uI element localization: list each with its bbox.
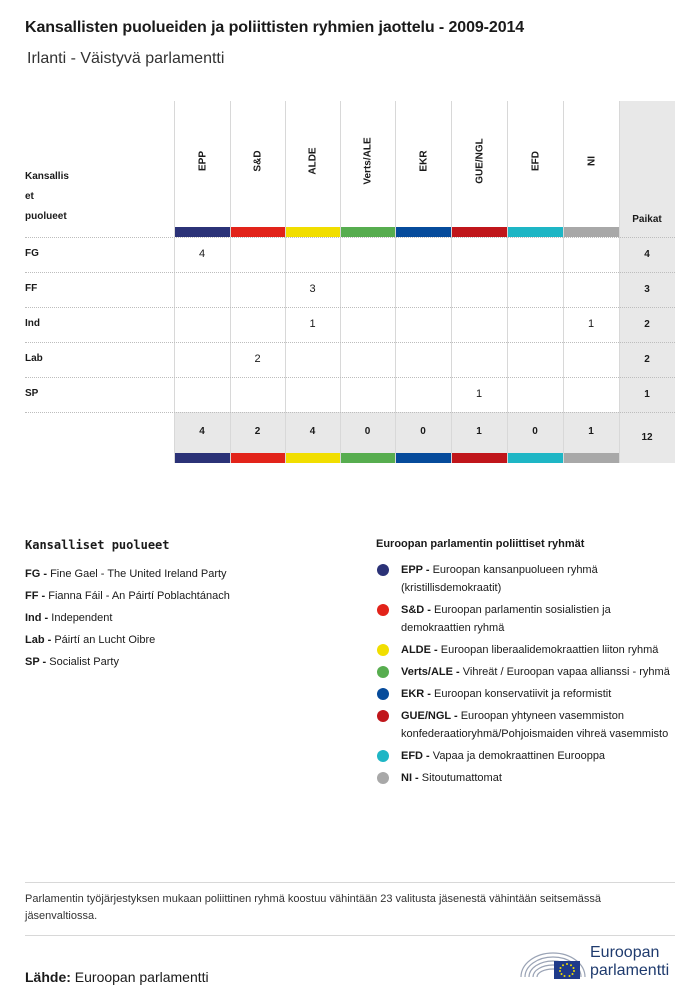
group-color-dot-icon (377, 564, 389, 576)
group-column-header: EKR (418, 150, 429, 172)
group-color-dot-icon (377, 710, 389, 722)
national-parties-legend-title: Kansalliset puolueet (25, 538, 170, 552)
seats-column-background (619, 101, 675, 463)
page-title: Kansallisten puolueiden ja poliittisten ryhmien jaottelu - 2009-2014 (25, 19, 525, 36)
political-group-legend-item: NI - Sitoutumattomat (376, 769, 676, 787)
party-row-label: FG (25, 248, 39, 259)
group-column-header: Verts/ALE (362, 137, 374, 185)
seat-cell: 1 (309, 318, 316, 330)
row-divider (25, 272, 675, 273)
national-party-legend-item: Lab - Páirtí an Lucht Oibre (25, 634, 156, 646)
party-column-header: Kansallis et puolueet (25, 171, 69, 222)
row-total-cell: 1 (644, 389, 650, 400)
row-divider (25, 377, 675, 378)
group-color-bar (286, 227, 340, 237)
divider (25, 882, 675, 883)
group-color-bar (175, 453, 230, 463)
seat-distribution-table (25, 101, 675, 463)
party-row-label: SP (25, 388, 39, 399)
national-party-legend-item: SP - Socialist Party (25, 656, 119, 668)
national-party-legend-item: FF - Fianna Fáil - An Páirtí Poblachtánach (25, 590, 230, 602)
row-divider (25, 412, 675, 413)
group-column-header: NI (586, 156, 597, 166)
group-color-bar (508, 453, 563, 463)
column-total-cell: 0 (532, 426, 538, 437)
group-column-header: ALDE (307, 147, 319, 175)
party-row-label: Lab (25, 353, 43, 364)
column-total-cell: 4 (309, 426, 316, 437)
european-parliament-logo (518, 943, 678, 985)
parliament-hemicycle-icon (518, 943, 588, 985)
divider (25, 935, 675, 936)
seat-cell: 1 (475, 388, 483, 400)
political-group-legend-item: S&D - Euroopan parlamentin sosialistien ja demokraattien ryhmä (376, 601, 676, 637)
group-color-bar (175, 227, 230, 237)
row-total-cell: 3 (644, 284, 650, 295)
source-value: Euroopan parlamentti (74, 969, 209, 985)
political-group-legend-item: Verts/ALE - Vihreät / Euroopan vapaa allianssi - ryhmä (376, 663, 676, 681)
seat-cell: 4 (198, 248, 206, 260)
group-color-bar (231, 227, 285, 237)
political-group-legend-item: EKR - Euroopan konservatiivit ja reformistit (376, 685, 676, 703)
group-color-bar (452, 453, 507, 463)
group-color-dot-icon (377, 604, 389, 616)
political-group-legend-item: EPP - Euroopan kansanpuolueen ryhmä (kristillisdemokraatit) (376, 561, 676, 597)
seat-cell: 2 (254, 353, 261, 365)
group-column-header: S&D (252, 150, 264, 172)
group-column-header: GUE/NGL (474, 138, 485, 184)
column-total-cell: 1 (588, 426, 594, 437)
group-color-dot-icon (377, 688, 389, 700)
column-total-cell: 2 (254, 426, 261, 437)
group-color-bar (396, 453, 451, 463)
group-column-header: EFD (530, 151, 541, 171)
seat-cell: 1 (587, 318, 595, 330)
page-subtitle: Irlanti - Väistyvä parlamentti (27, 50, 225, 67)
grand-total-cell: 12 (641, 432, 653, 443)
column-total-cell: 4 (199, 426, 205, 437)
party-row-label: FF (25, 283, 38, 294)
group-color-dot-icon (377, 750, 389, 762)
row-divider (25, 342, 675, 343)
group-column-header: EPP (197, 150, 208, 172)
group-color-bar (396, 227, 451, 237)
political-group-legend-item: EFD - Vapaa ja demokraattinen Eurooppa (376, 747, 676, 765)
group-color-dot-icon (377, 772, 389, 784)
group-color-bar (341, 227, 395, 237)
column-total-cell: 0 (420, 426, 426, 437)
political-group-legend-item: ALDE - Euroopan liberaalidemokraattien liiton ryhmä (376, 641, 676, 659)
column-total-cell: 1 (476, 426, 482, 437)
group-color-bar (231, 453, 285, 463)
group-color-bar (564, 227, 619, 237)
party-row-label: Ind (25, 318, 40, 329)
group-color-dot-icon (377, 644, 389, 656)
row-total-cell: 4 (644, 249, 650, 260)
political-group-legend-item: GUE/NGL - Euroopan yhtyneen vasemmiston konfederaatioryhmä/Pohjoismaiden vihreä vasemmisto (376, 707, 676, 743)
group-color-bar (286, 453, 340, 463)
national-parties-legend (25, 563, 230, 673)
group-color-bar (452, 227, 507, 237)
political-groups-legend-title: Euroopan parlamentin poliittiset ryhmät (376, 538, 585, 550)
column-divider (619, 101, 620, 463)
footnote: Parlamentin työjärjestyksen mukaan poliittinen ryhmä koostuu vähintään 23 valitusta jäsenestä vähintään seitsemässä jäsenvaltiossa. (25, 893, 601, 922)
row-total-cell: 2 (644, 354, 650, 365)
source-line (25, 969, 209, 985)
source-label: Lähde: (25, 969, 71, 985)
row-divider (25, 307, 675, 308)
political-groups-legend (376, 561, 676, 791)
group-color-bar (341, 453, 395, 463)
national-party-legend-item: Ind - Independent (25, 612, 113, 624)
column-total-cell: 0 (364, 426, 371, 437)
group-color-dot-icon (377, 666, 389, 678)
seats-column-header: Paikat (632, 214, 662, 225)
group-color-bar (508, 227, 563, 237)
seat-cell: 3 (309, 283, 316, 295)
national-party-legend-item: FG - Fine Gael - The United Ireland Party (25, 568, 227, 580)
row-total-cell: 2 (644, 319, 650, 330)
logo-text: Euroopan parlamentti (590, 944, 670, 979)
row-divider (25, 237, 675, 238)
group-color-bar (564, 453, 619, 463)
